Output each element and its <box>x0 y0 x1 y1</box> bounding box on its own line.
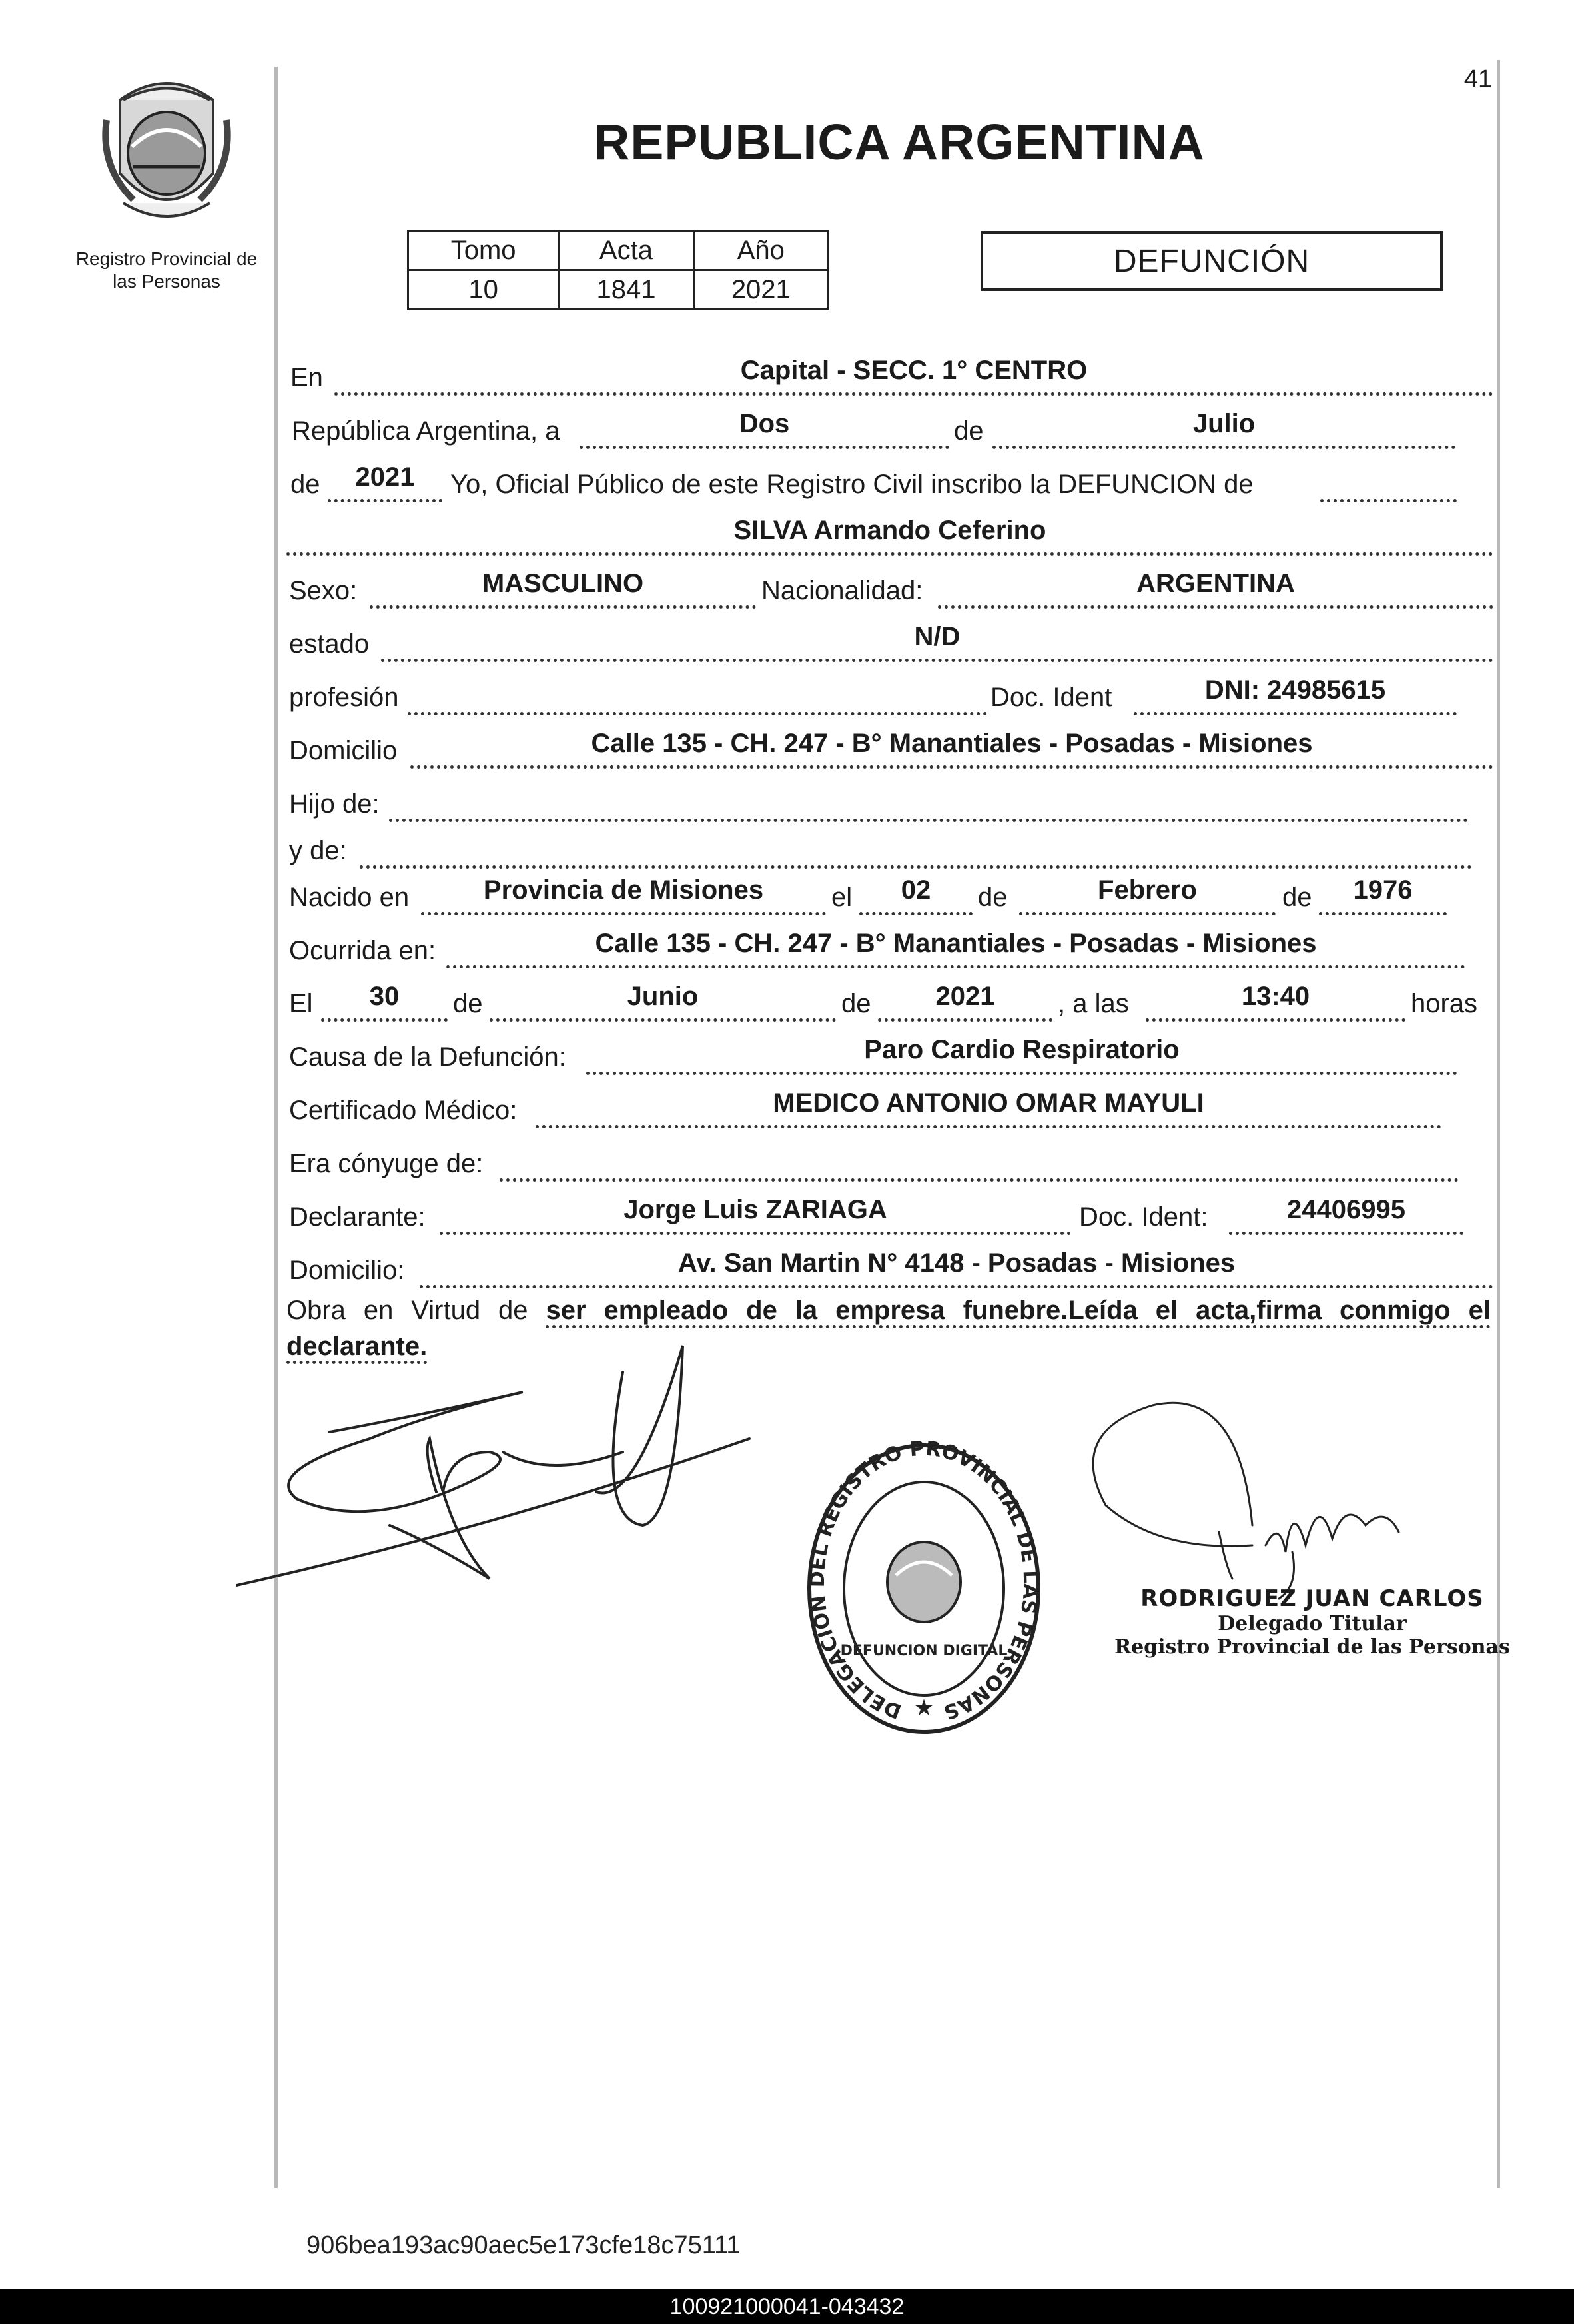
declarant-signature <box>236 1319 769 1652</box>
document-type: DEFUNCIÓN <box>1113 243 1310 279</box>
official-role: Delegado Titular <box>1218 1612 1407 1635</box>
value-anio: 2021 <box>693 270 828 310</box>
label-en: En <box>290 363 323 392</box>
value-causa: Paro Cardio Respiratorio <box>864 1035 1180 1064</box>
field-nacido-mes <box>1019 875 1276 915</box>
official-office: Registro Provincial de las Personas <box>1114 1635 1510 1659</box>
field-fallec-anio <box>878 981 1052 1022</box>
label-horas: horas <box>1411 989 1478 1018</box>
row-declarante-domicilio <box>0 1246 1574 1292</box>
label-doc-ident: Doc. Ident <box>990 683 1112 712</box>
label-a-las: , a las <box>1058 989 1129 1018</box>
label-estado: estado <box>289 629 370 659</box>
value-certificado: MEDICO ANTONIO OMAR MAYULI <box>773 1088 1204 1118</box>
label-inscribo: Yo, Oficial Público de este Registro Civil inscribo la DEFUNCION de <box>450 470 1254 499</box>
row-causa <box>0 1032 1574 1079</box>
value-declarante-doc: 24406995 <box>1287 1195 1405 1224</box>
official-seal <box>803 1435 1046 1742</box>
field-profesion <box>408 675 987 715</box>
logo-caption-line1: Registro Provincial de <box>75 248 258 269</box>
field-estado <box>381 621 1493 662</box>
label-certificado: Certificado Médico: <box>289 1096 518 1125</box>
row-anio-inscribo <box>0 460 1574 506</box>
value-nombre: SILVA Armando Ceferino <box>733 516 1046 545</box>
header-acta: Acta <box>559 231 693 270</box>
field-fallec-dia <box>321 981 448 1022</box>
label-declarante-doc: Doc. Ident: <box>1079 1202 1208 1232</box>
value-declarante-domicilio: Av. San Martin N° 4148 - Posadas - Misiones <box>677 1248 1236 1278</box>
official-stamp <box>1099 1585 1525 1659</box>
row-ocurrida <box>0 926 1574 972</box>
logo-caption <box>53 248 280 293</box>
provincia-misiones-logo <box>93 73 240 233</box>
field-anio <box>328 462 442 502</box>
row-hijo-de <box>0 779 1574 826</box>
label-de-6: de <box>841 989 871 1018</box>
header-anio: Año <box>693 231 828 270</box>
row-conyuge <box>0 1139 1574 1186</box>
value-nacido-en: Provincia de Misiones <box>483 875 764 905</box>
value-mes: Julio <box>1192 409 1256 438</box>
barcode-text: 100921000041-043432 <box>669 2294 905 2319</box>
value-lugar: Capital - SECC. 1° CENTRO <box>740 356 1088 385</box>
label-declarante-domicilio: Domicilio: <box>289 1256 405 1285</box>
value-ocurrida-en: Calle 135 - CH. 247 - B° Manantiales - Posadas - Misiones <box>595 929 1317 958</box>
field-nacido-en <box>421 875 826 915</box>
value-declarante: Jorge Luis ZARIAGA <box>623 1195 887 1224</box>
label-el-upper: El <box>289 989 313 1018</box>
field-mes <box>992 408 1455 449</box>
value-sexo: MASCULINO <box>482 569 644 598</box>
label-de-5: de <box>453 989 483 1018</box>
value-nacido-dia: 02 <box>901 875 931 905</box>
field-nacionalidad <box>938 568 1493 609</box>
label-obra: Obra en Virtud de <box>286 1296 528 1325</box>
value-acta: 1841 <box>559 270 693 310</box>
field-nombre <box>286 515 1493 556</box>
row-declarante <box>0 1192 1574 1239</box>
document-type-box <box>981 231 1443 291</box>
label-domicilio: Domicilio <box>289 736 398 765</box>
label-republica: República Argentina, a <box>292 416 560 446</box>
value-dia: Dos <box>739 409 790 438</box>
field-declarante <box>440 1194 1071 1235</box>
label-de-3: de <box>978 883 1008 912</box>
label-nacionalidad: Nacionalidad: <box>761 576 923 605</box>
row-certificado <box>0 1086 1574 1132</box>
field-nacido-anio <box>1319 875 1447 915</box>
label-sexo: Sexo: <box>289 576 358 605</box>
value-estado: N/D <box>914 622 961 651</box>
field-declarante-domicilio <box>420 1248 1493 1288</box>
field-fallec-mes <box>490 981 836 1022</box>
field-domicilio <box>410 728 1493 769</box>
label-de-2: de <box>290 470 320 499</box>
document-hash: 906bea193ac90aec5e173cfe18c75111 <box>306 2231 741 2259</box>
logo-caption-line2: las Personas <box>113 271 220 292</box>
field-hijo-de <box>389 781 1468 822</box>
label-nacido-en: Nacido en <box>289 883 410 912</box>
value-obra: ser empleado de la empresa funebre.Leída el acta,firma conmigo el declarante. <box>286 1296 1491 1364</box>
row-domicilio <box>0 726 1574 773</box>
field-hora <box>1146 981 1405 1022</box>
label-profesion: profesión <box>289 683 399 712</box>
value-nacido-anio: 1976 <box>1353 875 1413 905</box>
row-fecha-inscripcion <box>0 406 1574 453</box>
value-fallec-mes: Junio <box>627 982 699 1011</box>
field-nacido-dia <box>859 875 973 915</box>
value-doc-ident: DNI: 24985615 <box>1204 675 1386 705</box>
barcode-bar <box>0 2289 1574 2324</box>
official-name: RODRIGUEZ JUAN CARLOS <box>1140 1585 1484 1612</box>
seal-star-icon: ★ <box>913 1695 935 1721</box>
header-tomo: Tomo <box>408 231 559 270</box>
document-title: REPUBLICA ARGENTINA <box>593 114 1205 170</box>
field-ocurrida-en <box>446 928 1465 968</box>
field-certificado <box>536 1088 1441 1128</box>
field-doc-ident <box>1134 675 1457 715</box>
row-profesion <box>0 673 1574 719</box>
value-nacionalidad: ARGENTINA <box>1136 569 1295 598</box>
label-el-lower: el <box>831 883 853 912</box>
page-number: 41 <box>1463 65 1492 93</box>
value-domicilio: Calle 135 - CH. 247 - B° Manantiales - Posadas - Misiones <box>591 729 1313 758</box>
label-hijo-de: Hijo de: <box>289 789 380 819</box>
seal-ring-text: DELEGACION DEL REGISTRO PROVINCIAL DE LAS PERSONAS <box>805 1437 1042 1724</box>
row-estado <box>0 619 1574 666</box>
value-fallec-dia: 30 <box>369 982 400 1011</box>
field-declarante-doc <box>1229 1194 1463 1235</box>
field-y-de <box>360 828 1472 869</box>
value-tomo: 10 <box>408 270 559 310</box>
field-causa <box>586 1034 1457 1075</box>
value-hora: 13:40 <box>1241 982 1310 1011</box>
row-nacido <box>0 873 1574 919</box>
label-ocurrida-en: Ocurrida en: <box>289 936 436 965</box>
field-inscribo-tail <box>1320 462 1457 502</box>
row-nombre <box>0 513 1574 560</box>
field-lugar <box>334 355 1493 396</box>
label-y-de: y de: <box>289 836 347 865</box>
value-anio: 2021 <box>355 462 415 492</box>
label-de-1: de <box>954 416 984 446</box>
row-sexo <box>0 566 1574 613</box>
label-conyuge: Era cónyuge de: <box>289 1149 484 1178</box>
field-conyuge <box>500 1141 1459 1182</box>
field-dia <box>580 408 949 449</box>
label-de-4: de <box>1282 883 1312 912</box>
registry-table <box>407 230 829 310</box>
value-fallec-anio: 2021 <box>935 982 995 1011</box>
value-nacido-mes: Febrero <box>1098 875 1197 905</box>
field-sexo <box>370 568 756 609</box>
label-declarante: Declarante: <box>289 1202 426 1232</box>
row-fecha-fallecimiento <box>0 979 1574 1026</box>
official-signature <box>1052 1392 1485 1612</box>
label-causa: Causa de la Defunción: <box>289 1042 566 1072</box>
row-en <box>0 353 1574 400</box>
row-y-de <box>0 826 1574 873</box>
seal-inner-text: DEFUNCION DIGITAL <box>840 1643 1008 1659</box>
